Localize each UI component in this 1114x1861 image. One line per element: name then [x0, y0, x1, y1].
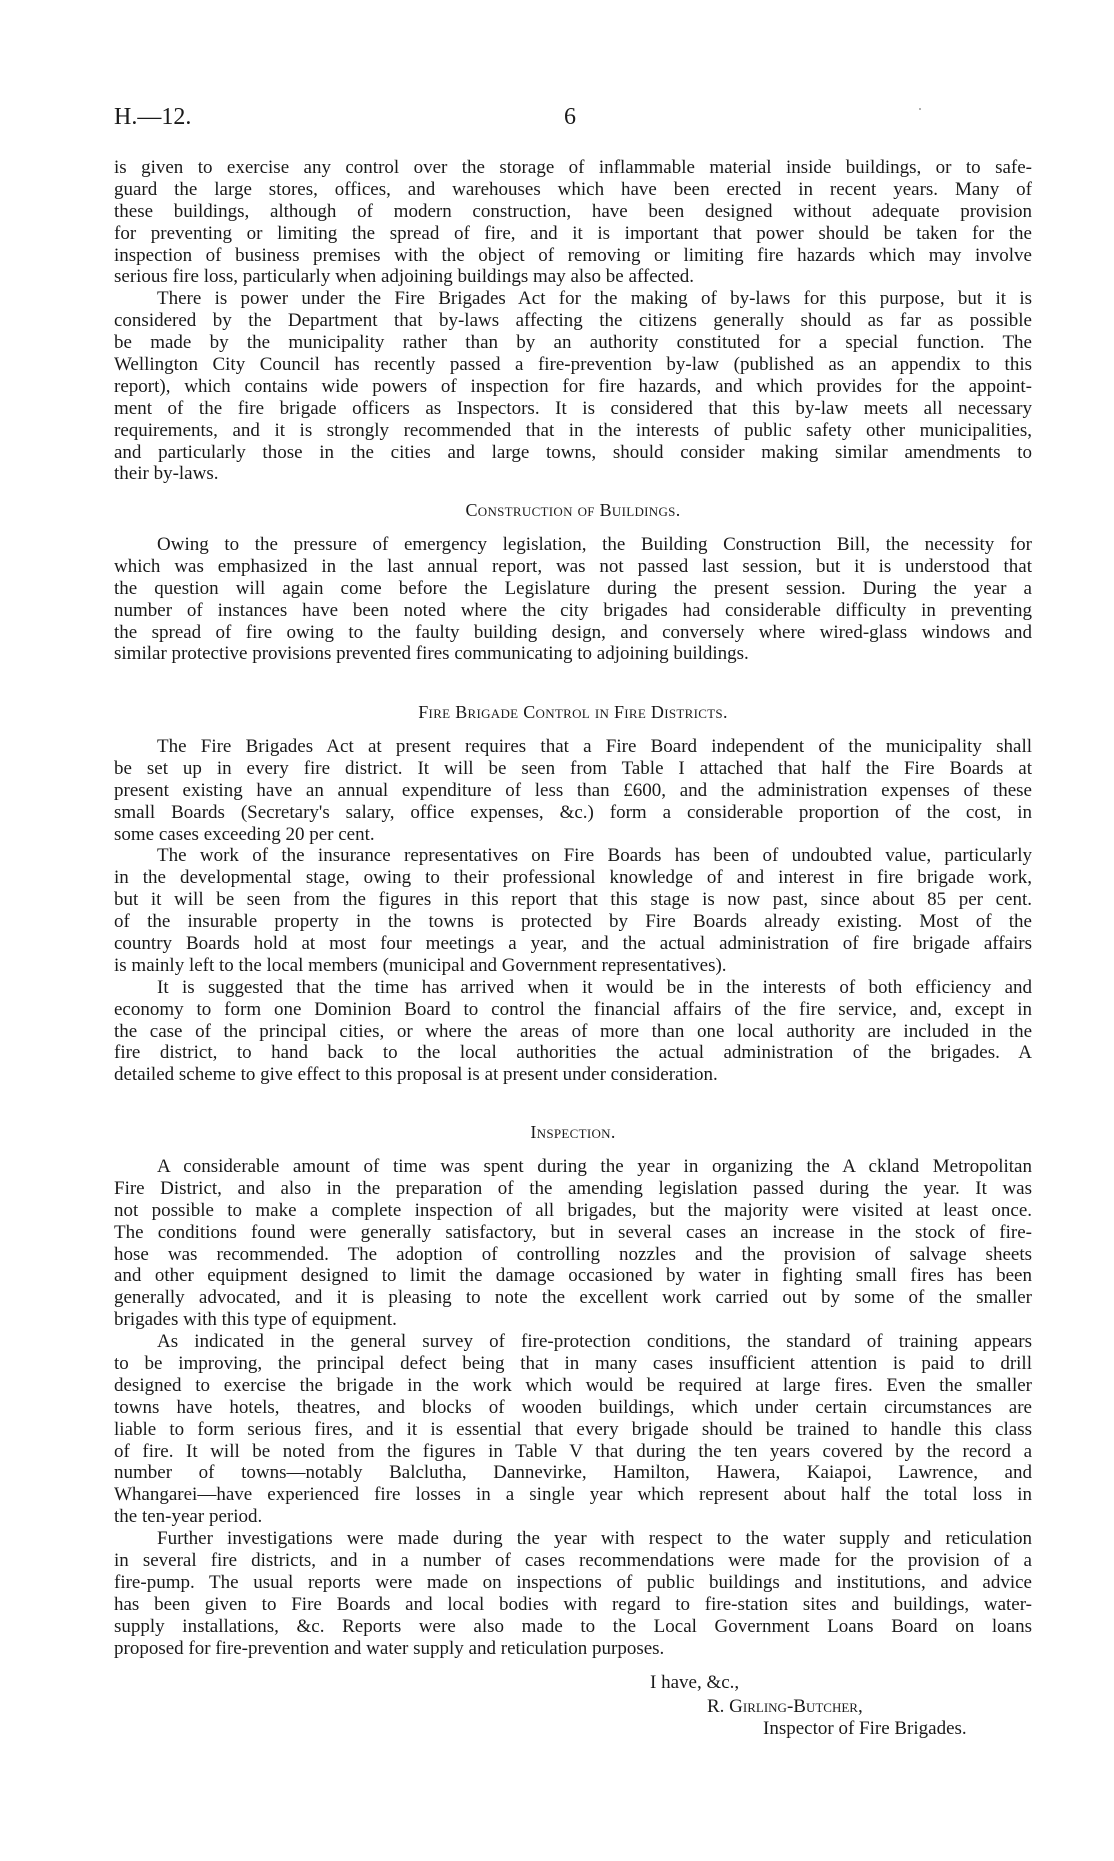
- text-line: It is suggested that the time has arrived when it would be in the interests of both efficiency and: [157, 976, 1032, 998]
- text-line: Whangarei—have experienced fire losses in a single year which represent about half the total loss in: [114, 1484, 1032, 1506]
- text-line: the ten-year period.: [114, 1506, 263, 1528]
- text-line: generally advocated, and it is pleasing to note the excellent work carried out by some of the smaller: [114, 1287, 1032, 1309]
- text-line: Fire District, and also in the preparation of the amending legislation passed during the year. It was: [114, 1177, 1032, 1199]
- text-line: of fire. It will be noted from the figures in Table V that during the ten years covered by the record a: [114, 1440, 1032, 1462]
- text-line: hose was recommended. The adoption of controlling nozzles and the provision of salvage sheets: [114, 1243, 1032, 1265]
- text-line: fire-pump. The usual reports were made on inspections of public buildings and institutions, and advice: [114, 1571, 1032, 1593]
- text-line: As indicated in the general survey of fire-protection conditions, the standard of training appears: [157, 1331, 1032, 1353]
- text-line: these buildings, although of modern construction, have been designed without adequate provision: [114, 200, 1032, 222]
- text-line: fire district, to hand back to the local authorities the actual administration of the brigades. A: [114, 1042, 1032, 1064]
- text-line: requirements, and it is strongly recommended that in the interests of public safety other municipalities,: [114, 419, 1032, 441]
- page-number: 6: [564, 104, 576, 130]
- text-line: not possible to make a complete inspection of all brigades, but the majority were visited at least once.: [114, 1199, 1032, 1221]
- text-line: for preventing or limiting the spread of fire, and it is important that power should be taken for the: [114, 222, 1032, 244]
- text-line: be set up in every fire district. It will be seen from Table I attached that half the Fire Boards at: [114, 757, 1032, 779]
- signature-title: Inspector of Fire Brigades.: [763, 1718, 967, 1739]
- section-body: [114, 534, 1032, 665]
- text-line: ment of the fire brigade officers as Inspectors. It is considered that this by-law meets all necessary: [114, 397, 1032, 419]
- text-line: number of towns—notably Balclutha, Dannevirke, Hamilton, Hawera, Kaiapoi, Lawrence, and: [114, 1462, 1032, 1484]
- text-line: small Boards (Secretary's salary, office expenses, &c.) form a considerable proportion of the cost, in: [114, 801, 1032, 823]
- text-line: proposed for fire-prevention and water supply and reticulation purposes.: [114, 1637, 665, 1659]
- text-line: and other equipment designed to limit the damage occasioned by water in fighting small fires has been: [114, 1265, 1032, 1287]
- text-line: The work of the insurance representatives on Fire Boards has been of undoubted value, particularly: [157, 845, 1032, 867]
- text-line: to be improving, the principal defect being that in many cases insufficient attention is paid to drill: [114, 1353, 1032, 1375]
- text-line: Owing to the pressure of emergency legislation, the Building Construction Bill, the necessity for: [157, 534, 1032, 555]
- text-line: be made by the municipality rather than by an authority constituted for a special function. The: [114, 332, 1032, 354]
- text-line: but it will be seen from the figures in this report that this stage is now past, since about 85 per cent.: [114, 889, 1032, 911]
- document-reference: H.—12.: [114, 104, 192, 130]
- text-line: which was emphasized in the last annual report, was not passed last session, but it is understood that: [114, 555, 1032, 577]
- text-line: A considerable amount of time was spent during the year in organizing the A ckland Metropolitan: [157, 1156, 1032, 1177]
- text-line: is given to exercise any control over the storage of inflammable material inside buildings, or to safe-: [114, 157, 1032, 178]
- text-line: Wellington City Council has recently passed a fire-prevention by-law (published as an appendix to this: [114, 354, 1032, 376]
- signature-closing: I have, &c.,: [650, 1672, 740, 1693]
- scan-speck: [919, 108, 921, 110]
- text-line: guard the large stores, offices, and warehouses which have been erected in recent years. Many of: [114, 178, 1032, 200]
- text-line: towns have hotels, theatres, and blocks of wooden buildings, which under certain circumstances are: [114, 1396, 1032, 1418]
- paragraph: [114, 288, 1032, 485]
- text-line: designed to exercise the brigade in the work which would be required at large fires. Even the smaller: [114, 1374, 1032, 1396]
- paragraph: [114, 845, 1032, 976]
- paragraph: [114, 977, 1032, 1086]
- text-line: of the insurable property in the towns is protected by Fire Boards already existing. Most of the: [114, 911, 1032, 933]
- text-line: number of instances have been noted where the city brigades had considerable difficulty in preventing: [114, 599, 1032, 621]
- text-line: the question will again come before the Legislature during the present session. During the year a: [114, 577, 1032, 599]
- text-line: is mainly left to the local members (municipal and Government representatives).: [114, 954, 727, 976]
- text-line: some cases exceeding 20 per cent.: [114, 823, 375, 845]
- text-line: The Fire Brigades Act at present requires that a Fire Board independent of the municipality shall: [157, 736, 1032, 757]
- paragraph: [114, 157, 1032, 288]
- paragraph: [114, 534, 1032, 665]
- text-line: brigades with this type of equipment.: [114, 1309, 397, 1331]
- text-line: report), which contains wide powers of inspection for fire hazards, and which provides for the appoint-: [114, 375, 1032, 397]
- section-body: [114, 736, 1032, 1086]
- text-line: inspection of business premises with the object of removing or limiting fire hazards which may involve: [114, 244, 1032, 266]
- text-line: Further investigations were made during the year with respect to the water supply and reticulation: [157, 1528, 1032, 1550]
- text-line: has been given to Fire Boards and local bodies with regard to fire-station sites and buildings, water-: [114, 1593, 1032, 1615]
- paragraph: [114, 1156, 1032, 1331]
- section-heading: Construction of Buildings.: [465, 500, 681, 520]
- text-line: The conditions found were generally satisfactory, but in several cases an increase in the stock of fire-: [114, 1221, 1032, 1243]
- text-line: liable to form serious fires, and it is essential that every brigade should be trained to handle this class: [114, 1418, 1032, 1440]
- text-line: economy to form one Dominion Board to control the financial affairs of the fire service, and, except in: [114, 998, 1032, 1020]
- text-line: serious fire loss, particularly when adjoining buildings may also be affected.: [114, 266, 695, 288]
- paragraph: [114, 1528, 1032, 1659]
- text-line: and particularly those in the cities and large towns, should consider making similar amendments to: [114, 441, 1032, 463]
- text-line: the case of the principal cities, or where the areas of more than one local authority are included in the: [114, 1020, 1032, 1042]
- text-line: detailed scheme to give effect to this proposal is at present under consideration.: [114, 1064, 718, 1086]
- text-line: similar protective provisions prevented fires communicating to adjoining buildings.: [114, 643, 749, 665]
- text-line: present existing have an annual expenditure of less than £600, and the administration expenses of these: [114, 779, 1032, 801]
- section-heading: Fire Brigade Control in Fire Districts.: [418, 702, 728, 722]
- text-line: the spread of fire owing to the faulty building design, and conversely where wired-glass windows and: [114, 621, 1032, 643]
- text-line: in the developmental stage, owing to their professional knowledge of and interest in fire brigade work,: [114, 867, 1032, 889]
- text-line: supply installations, &c. Reports were also made to the Local Government Loans Board on loans: [114, 1615, 1032, 1637]
- text-line: There is power under the Fire Brigades Act for the making of by-laws for this purpose, but it is: [157, 288, 1032, 310]
- text-line: their by-laws.: [114, 463, 219, 485]
- section-body: [114, 157, 1032, 485]
- text-line: considered by the Department that by-laws affecting the citizens generally should as far as possible: [114, 310, 1032, 332]
- paragraph: [114, 736, 1032, 845]
- signature-name: R. Girling-Butcher,: [707, 1696, 863, 1717]
- section-body: [114, 1156, 1032, 1659]
- text-line: country Boards hold at most four meetings a year, and the actual administration of fire brigade affairs: [114, 933, 1032, 955]
- section-heading: Inspection.: [530, 1122, 616, 1142]
- text-line: in several fire districts, and in a number of cases recommendations were made for the provision of a: [114, 1550, 1032, 1572]
- paragraph: [114, 1331, 1032, 1528]
